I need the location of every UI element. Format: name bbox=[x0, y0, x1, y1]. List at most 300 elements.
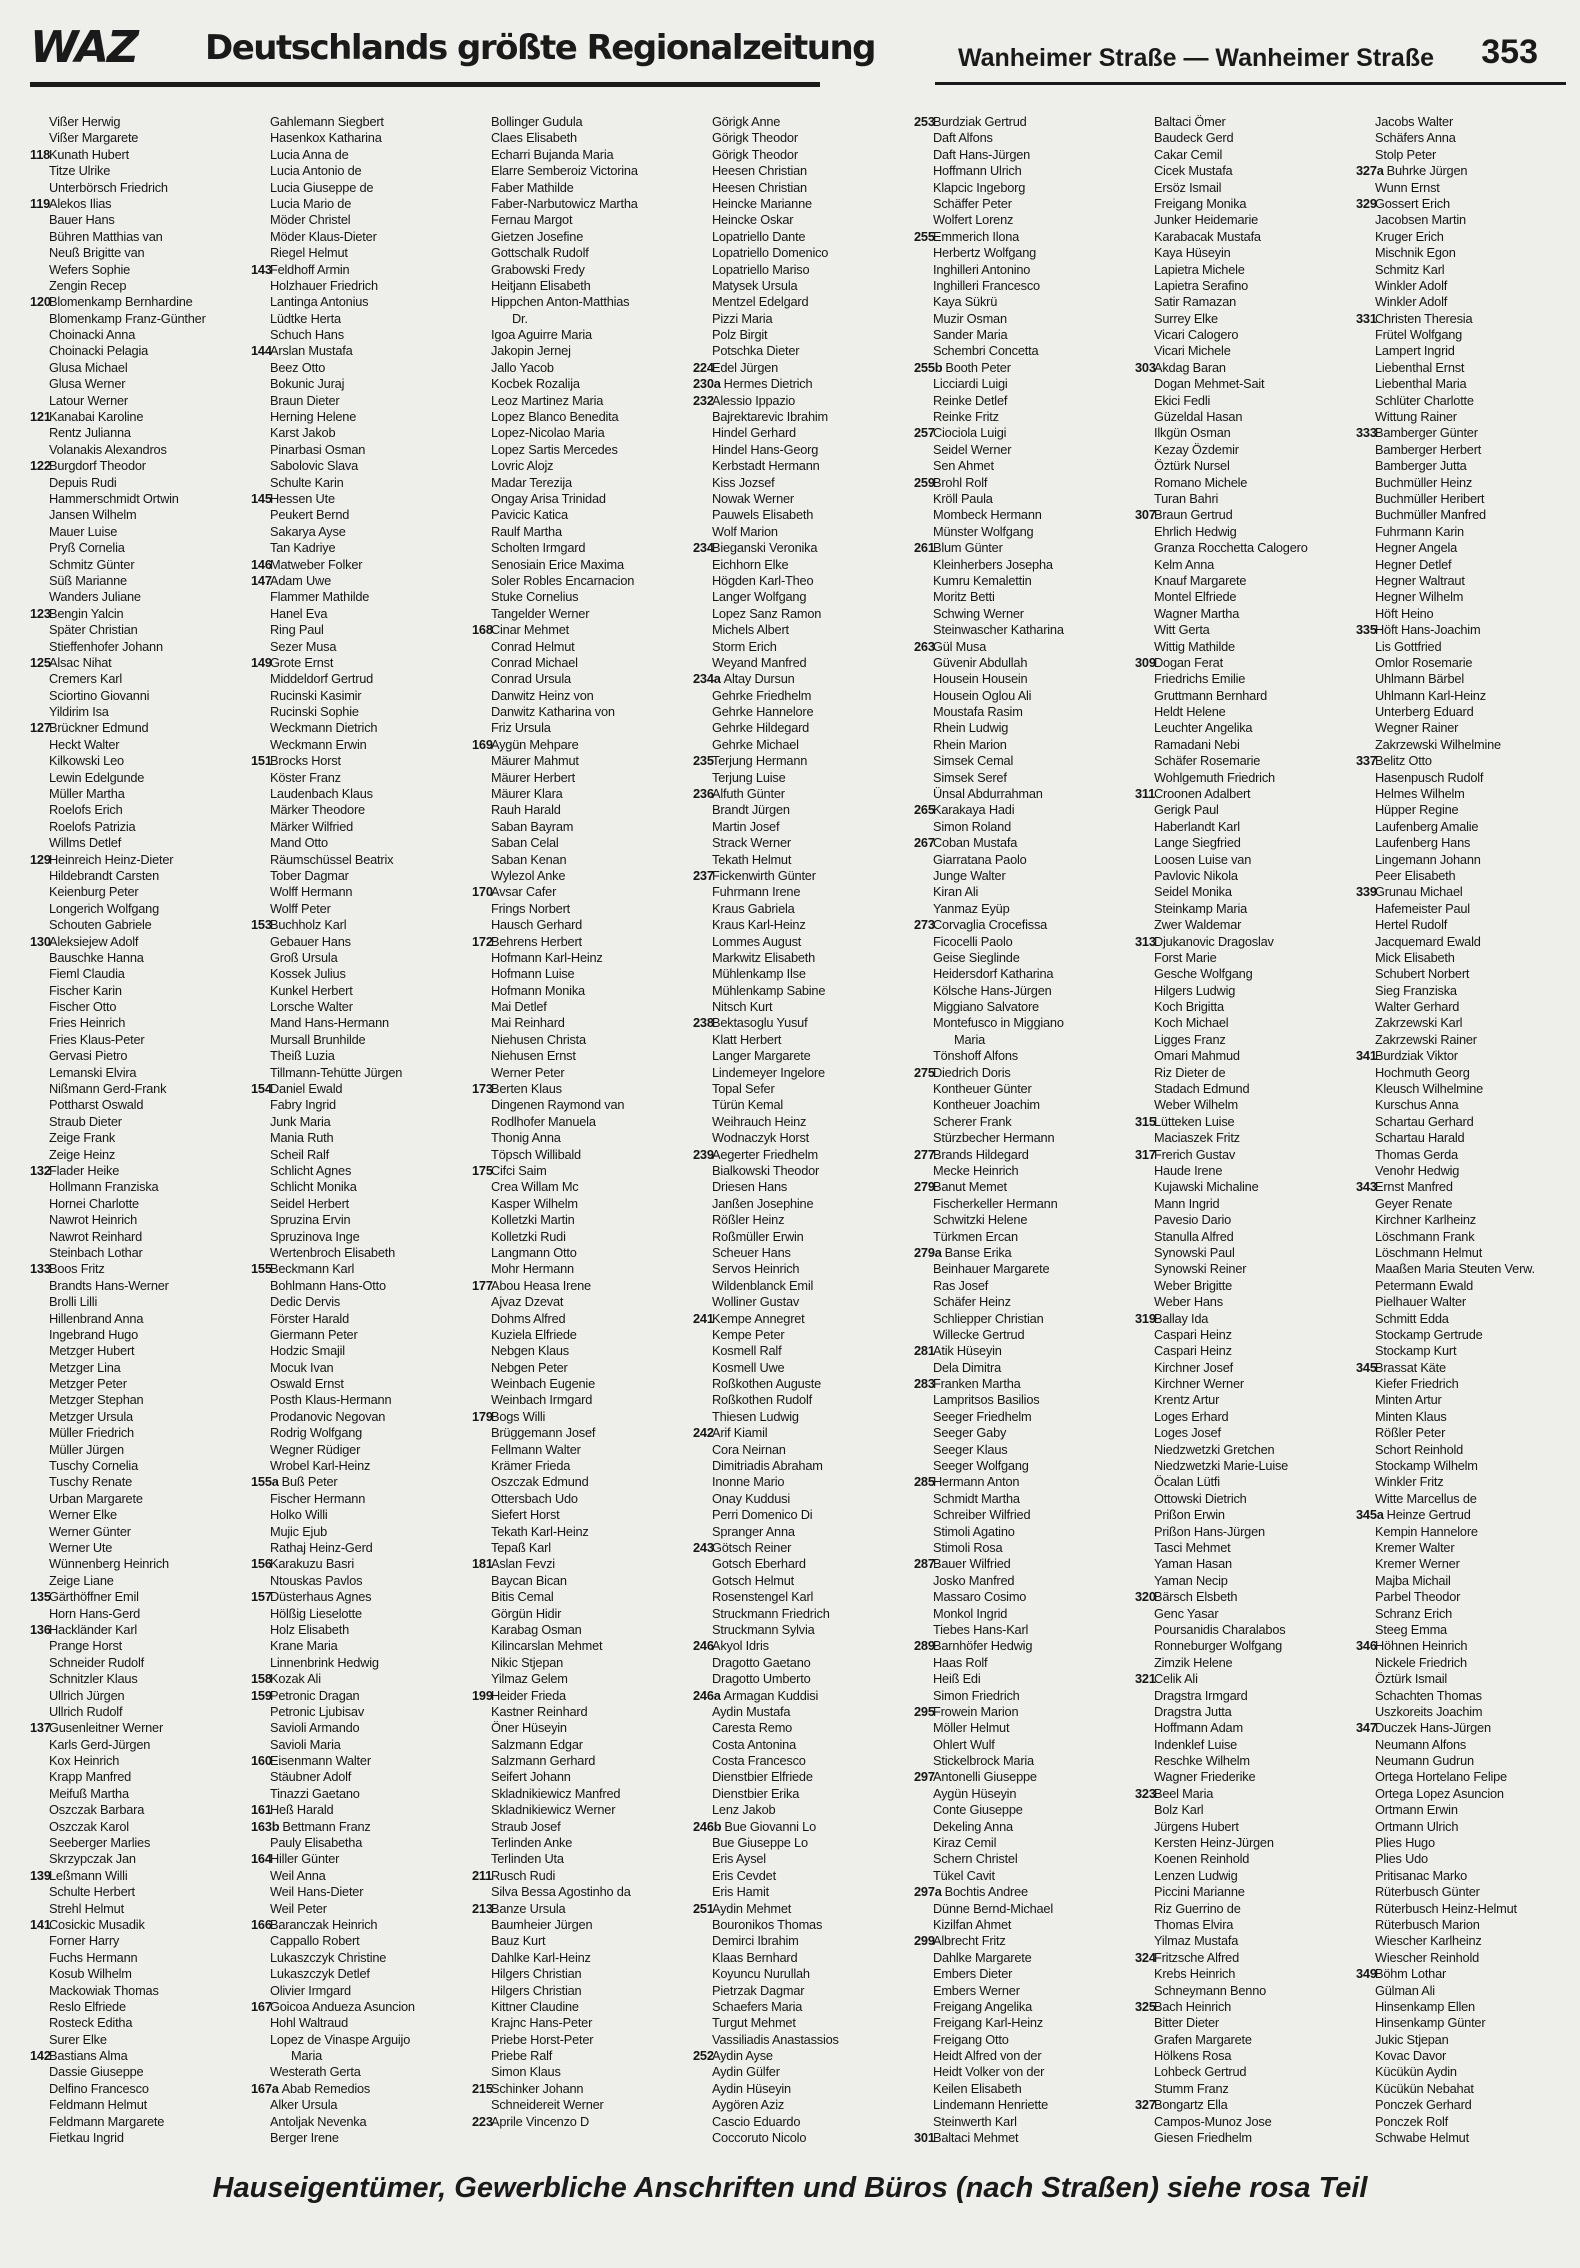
directory-entry bbox=[30, 229, 248, 245]
resident-name: Feldhoff Armin bbox=[270, 261, 350, 277]
resident-name: Haude Irene bbox=[1154, 1163, 1223, 1178]
directory-entry bbox=[30, 1097, 248, 1113]
resident-name: Steinwerth Karl bbox=[933, 2113, 1017, 2129]
resident-name: Simon Klaus bbox=[491, 2064, 561, 2080]
directory-entry bbox=[914, 1491, 1132, 1507]
directory-entry bbox=[693, 491, 911, 507]
directory-entry bbox=[693, 1048, 911, 1064]
directory-entry bbox=[251, 1032, 469, 1048]
directory-entry bbox=[251, 1851, 469, 1867]
resident-name: Kilkowski Leo bbox=[49, 753, 124, 769]
resident-name: Kirchner Werner bbox=[1154, 1376, 1244, 1392]
resident-name: Brands Hildegard bbox=[933, 1146, 1029, 1162]
directory-entry bbox=[472, 704, 690, 720]
house-number: 119 bbox=[30, 195, 51, 211]
resident-name: Tiebes Hans-Karl bbox=[933, 1621, 1029, 1637]
resident-name: Albrecht Fritz bbox=[933, 1933, 1006, 1949]
directory-entry bbox=[472, 802, 690, 818]
directory-entry bbox=[693, 2097, 911, 2113]
directory-entry bbox=[30, 147, 248, 163]
directory-entry bbox=[1356, 1229, 1574, 1245]
resident-name: Geyer Renate bbox=[1375, 1195, 1453, 1211]
directory-entry bbox=[1356, 1688, 1574, 1704]
resident-name: Niedzwetzki Gretchen bbox=[1154, 1441, 1275, 1457]
resident-name: Weber Brigitte bbox=[1154, 1277, 1233, 1293]
resident-name: Schneymann Benno bbox=[1154, 1982, 1267, 1998]
directory-entry bbox=[1135, 1917, 1353, 1933]
directory-entry bbox=[30, 1081, 248, 1097]
directory-entry bbox=[1135, 343, 1353, 359]
directory-entry bbox=[1356, 1015, 1574, 1031]
resident-name: Nitsch Kurt bbox=[712, 999, 773, 1015]
resident-name: Armagan Kuddisi bbox=[723, 1687, 819, 1703]
directory-entry bbox=[693, 606, 911, 622]
directory-entry bbox=[1135, 212, 1353, 228]
house-number: 168 bbox=[472, 622, 493, 638]
resident-name: Spranger Anna bbox=[712, 1523, 795, 1539]
resident-name: Bach Heinrich bbox=[1154, 1998, 1232, 2014]
directory-entry bbox=[1135, 1851, 1353, 1867]
resident-name: Maaßen Maria Steuten Verw. bbox=[1375, 1261, 1535, 1277]
resident-name: Kossek Julius bbox=[270, 966, 346, 982]
resident-name: Indenklef Luise bbox=[1154, 1736, 1238, 1752]
resident-name: Gahlemann Siegbert bbox=[270, 114, 384, 129]
directory-entry bbox=[30, 1802, 248, 1818]
directory-entry bbox=[1135, 180, 1353, 196]
resident-name: Freigang Otto bbox=[933, 2031, 1009, 2047]
directory-entry bbox=[914, 1294, 1132, 1310]
resident-name: Weihrauch Heinz bbox=[712, 1113, 807, 1129]
directory-entry bbox=[1135, 770, 1353, 786]
resident-name: Kuziela Elfriede bbox=[491, 1326, 577, 1342]
directory-entry bbox=[1135, 327, 1353, 343]
directory-entry bbox=[251, 1638, 469, 1654]
directory-entry bbox=[472, 1802, 690, 1818]
resident-name: Danwitz Katharina von bbox=[491, 704, 615, 720]
directory-entry bbox=[693, 294, 911, 310]
resident-name: Cosickic Musadik bbox=[49, 1916, 145, 1932]
directory-entry bbox=[693, 1261, 911, 1277]
resident-name: Stanulla Alfred bbox=[1154, 1228, 1234, 1244]
resident-name: Nawrot Heinrich bbox=[49, 1212, 138, 1228]
resident-name: Cascio Eduardo bbox=[712, 2113, 801, 2129]
resident-name: Mackowiak Thomas bbox=[49, 1982, 159, 1998]
directory-entry bbox=[914, 934, 1132, 950]
directory-entry bbox=[1135, 639, 1353, 655]
directory-entry bbox=[472, 1606, 690, 1622]
resident-name: Seeger Friedhelm bbox=[933, 1408, 1032, 1424]
resident-name: Behrens Herbert bbox=[491, 933, 582, 949]
resident-name: Lucia Anna de bbox=[270, 146, 349, 162]
resident-name: Gehrke Hannelore bbox=[712, 704, 814, 720]
directory-entry bbox=[693, 999, 911, 1015]
directory-entry bbox=[251, 343, 469, 359]
directory-entry bbox=[472, 2048, 690, 2064]
directory-entry bbox=[914, 278, 1132, 294]
resident-name: Wittig Mathilde bbox=[1154, 638, 1235, 654]
resident-name: Seeger Wolfgang bbox=[933, 1458, 1029, 1474]
directory-entry bbox=[914, 835, 1132, 851]
resident-name: Fischer Karin bbox=[49, 982, 122, 998]
directory-entry bbox=[693, 2032, 911, 2048]
resident-name: Simon Roland bbox=[933, 818, 1011, 834]
resident-name: Coban Mustafa bbox=[933, 835, 1018, 851]
house-number: 224 bbox=[693, 359, 714, 375]
directory-entry bbox=[30, 475, 248, 491]
resident-name: Mann Ingrid bbox=[1154, 1195, 1220, 1211]
directory-entry bbox=[1356, 720, 1574, 736]
directory-entry bbox=[472, 1196, 690, 1212]
resident-name: Licciardi Luigi bbox=[933, 376, 1008, 392]
directory-entry bbox=[914, 294, 1132, 310]
resident-name: Depuis Rudi bbox=[49, 474, 117, 490]
resident-name: Claes Elisabeth bbox=[491, 130, 577, 146]
directory-entry bbox=[30, 1622, 248, 1638]
directory-entry bbox=[1356, 1130, 1574, 1146]
directory-entry bbox=[1356, 196, 1574, 212]
directory-entry bbox=[251, 180, 469, 196]
resident-name: Hillenbrand Anna bbox=[49, 1310, 144, 1326]
resident-name: Mujic Ejub bbox=[270, 1523, 328, 1539]
resident-name: Antoljak Nevenka bbox=[270, 2113, 367, 2129]
resident-name: Buß Peter bbox=[281, 1474, 338, 1490]
directory-entry bbox=[1356, 557, 1574, 573]
directory-entry bbox=[693, 540, 911, 556]
directory-entry bbox=[1135, 573, 1353, 589]
directory-entry bbox=[1135, 1245, 1353, 1261]
directory-entry bbox=[1135, 425, 1353, 441]
directory-entry bbox=[1356, 639, 1574, 655]
directory-entry bbox=[30, 1311, 248, 1327]
directory-entry bbox=[1135, 1032, 1353, 1048]
resident-name: Heidt Volker von der bbox=[933, 2064, 1045, 2080]
directory-entry bbox=[1356, 343, 1574, 359]
resident-name: Mentzel Edelgard bbox=[712, 294, 809, 310]
resident-name: Goicoa Andueza Asuncion bbox=[270, 1998, 415, 2014]
resident-name: Bettmann Franz bbox=[282, 1818, 371, 1834]
resident-name: Kastner Reinhard bbox=[491, 1703, 588, 1719]
directory-entry bbox=[472, 425, 690, 441]
resident-name: Fritzsche Alfred bbox=[1154, 1949, 1239, 1965]
resident-name: Lantinga Antonius bbox=[270, 294, 369, 310]
directory-entry bbox=[251, 376, 469, 392]
resident-name: Stickelbrock Maria bbox=[933, 1753, 1034, 1769]
resident-name: Pryß Cornelia bbox=[49, 540, 125, 556]
resident-name: Walter Gerhard bbox=[1375, 999, 1460, 1015]
directory-entry bbox=[693, 376, 911, 392]
resident-name: Oszczak Barbara bbox=[49, 1802, 145, 1818]
directory-entry bbox=[914, 589, 1132, 605]
directory-entry bbox=[914, 1802, 1132, 1818]
directory-entry bbox=[1135, 2130, 1353, 2146]
directory-entry bbox=[914, 196, 1132, 212]
directory-entry bbox=[30, 1540, 248, 1556]
directory-entry bbox=[1356, 1376, 1574, 1392]
directory-entry bbox=[251, 458, 469, 474]
directory-entry bbox=[251, 1474, 469, 1490]
resident-name: Dimitriadis Abraham bbox=[712, 1458, 823, 1474]
resident-name: Schneidereit Werner bbox=[491, 2097, 604, 2113]
directory-entry bbox=[251, 1392, 469, 1408]
resident-name: Ortega Hortelano Felipe bbox=[1375, 1769, 1507, 1785]
directory-entry bbox=[914, 1688, 1132, 1704]
house-number: 261 bbox=[914, 540, 935, 556]
resident-name: Dassie Giuseppe bbox=[49, 2064, 144, 2080]
resident-name: Werner Günter bbox=[49, 1523, 131, 1539]
directory-entry bbox=[914, 343, 1132, 359]
directory-entry bbox=[30, 2015, 248, 2031]
resident-name: Laudenbach Klaus bbox=[270, 786, 373, 802]
directory-entry bbox=[1356, 1983, 1574, 1999]
resident-name: Hoffmann Ulrich bbox=[933, 163, 1022, 179]
resident-name: Petronic Dragan bbox=[270, 1687, 360, 1703]
directory-entry bbox=[1135, 1491, 1353, 1507]
directory-entry bbox=[1135, 360, 1353, 376]
resident-name: Christen Theresia bbox=[1375, 310, 1473, 326]
newspaper-tagline: Deutschlands größte Regionalzeitung bbox=[205, 28, 876, 68]
resident-name: Schembri Concetta bbox=[933, 343, 1039, 359]
resident-name: Burdziak Viktor bbox=[1375, 1048, 1458, 1064]
directory-entry bbox=[914, 2048, 1132, 2064]
resident-name: Karls Gerd-Jürgen bbox=[49, 1736, 151, 1752]
directory-entry bbox=[251, 557, 469, 573]
directory-entry bbox=[472, 1917, 690, 1933]
directory-entry bbox=[914, 966, 1132, 982]
resident-name: Synowski Reiner bbox=[1154, 1261, 1247, 1277]
resident-name: Lange Siegfried bbox=[1154, 835, 1241, 851]
directory-entry bbox=[30, 1573, 248, 1589]
resident-name: Kleinherbers Josepha bbox=[933, 556, 1053, 572]
directory-entry bbox=[1356, 1163, 1574, 1179]
directory-entry bbox=[472, 753, 690, 769]
directory-entry bbox=[1356, 1458, 1574, 1474]
resident-name: Siefert Horst bbox=[491, 1507, 560, 1523]
directory-entry bbox=[914, 2081, 1132, 2097]
resident-name: Heinreich Heinz-Dieter bbox=[49, 851, 174, 867]
house-number: 166 bbox=[251, 1916, 272, 1932]
directory-entry bbox=[914, 688, 1132, 704]
directory-entry bbox=[251, 589, 469, 605]
house-number: 156 bbox=[251, 1556, 272, 1572]
directory-entry bbox=[251, 1081, 469, 1097]
house-number: 315 bbox=[1135, 1113, 1156, 1129]
directory-entry bbox=[693, 1130, 911, 1146]
directory-entry bbox=[1135, 1343, 1353, 1359]
house-number: 211 bbox=[472, 1867, 493, 1883]
resident-name: Heinze Gertrud bbox=[1386, 1507, 1471, 1523]
resident-name: Wittung Rainer bbox=[1375, 409, 1457, 425]
resident-name: Baudeck Gerd bbox=[1154, 130, 1234, 146]
directory-entry bbox=[30, 311, 248, 327]
resident-name: Schaefers Maria bbox=[712, 1998, 803, 2014]
directory-entry bbox=[1356, 245, 1574, 261]
house-number: 275 bbox=[914, 1064, 935, 1080]
resident-name: Niedzwetzki Marie-Luise bbox=[1154, 1458, 1289, 1474]
directory-entry bbox=[251, 852, 469, 868]
resident-name: Wolfert Lorenz bbox=[933, 212, 1014, 228]
resident-name: Campos-Munoz Jose bbox=[1154, 2113, 1272, 2129]
directory-entry bbox=[1356, 884, 1574, 900]
directory-entry bbox=[472, 475, 690, 491]
resident-name: Steinwascher Katharina bbox=[933, 622, 1064, 638]
directory-entry bbox=[251, 1589, 469, 1605]
house-number: 167a bbox=[251, 2080, 279, 2096]
resident-name: Straub Dieter bbox=[49, 1113, 122, 1129]
resident-name: Stumm Franz bbox=[1154, 2080, 1229, 2096]
resident-name: Hegner Angela bbox=[1375, 540, 1458, 556]
directory-entry bbox=[472, 1901, 690, 1917]
resident-name: Wolff Peter bbox=[270, 900, 331, 916]
directory-entry bbox=[1356, 294, 1574, 310]
directory-entry bbox=[30, 1671, 248, 1687]
directory-entry bbox=[472, 1999, 690, 2015]
directory-entry bbox=[1356, 442, 1574, 458]
resident-name: Flader Heike bbox=[49, 1163, 120, 1178]
resident-name: Pizzi Maria bbox=[712, 310, 773, 326]
resident-name: Bitter Dieter bbox=[1154, 2015, 1219, 2031]
directory-entry bbox=[472, 1769, 690, 1785]
resident-name: Scheuer Hans bbox=[712, 1244, 791, 1260]
resident-name: Bialkowski Theodor bbox=[712, 1163, 820, 1178]
directory-entry bbox=[472, 1048, 690, 1064]
directory-entry bbox=[693, 229, 911, 245]
resident-name: Stimoli Rosa bbox=[933, 1539, 1003, 1555]
directory-entry bbox=[30, 1851, 248, 1867]
resident-name: Kiss Jozsef bbox=[712, 474, 775, 490]
directory-entry bbox=[472, 1442, 690, 1458]
resident-name: Bauschke Hanna bbox=[49, 949, 144, 965]
directory-entry bbox=[251, 688, 469, 704]
resident-name: Neumann Alfons bbox=[1375, 1736, 1467, 1752]
resident-name: Kersten Heinz-Jürgen bbox=[1154, 1835, 1274, 1851]
resident-name: Kempe Peter bbox=[712, 1326, 785, 1342]
resident-name: Ullrich Jürgen bbox=[49, 1687, 125, 1703]
resident-name: Nowak Werner bbox=[712, 490, 794, 506]
directory-entry bbox=[30, 1769, 248, 1785]
resident-name: Hofmann Karl-Heinz bbox=[491, 949, 603, 965]
directory-entry bbox=[1135, 442, 1353, 458]
resident-name: Heidersdorf Katharina bbox=[933, 966, 1054, 982]
resident-name: Hochmuth Georg bbox=[1375, 1064, 1470, 1080]
directory-entry bbox=[914, 540, 1132, 556]
directory-entry bbox=[1356, 360, 1574, 376]
directory-entry bbox=[693, 901, 911, 917]
directory-entry bbox=[251, 1999, 469, 2015]
directory-entry bbox=[914, 1606, 1132, 1622]
directory-entry bbox=[914, 1147, 1132, 1163]
resident-name: Schort Reinhold bbox=[1375, 1441, 1464, 1457]
directory-entry bbox=[1135, 294, 1353, 310]
resident-name: Langer Margarete bbox=[712, 1048, 811, 1064]
directory-entry bbox=[914, 1671, 1132, 1687]
directory-entry bbox=[472, 2015, 690, 2031]
resident-name: Güvenir Abdullah bbox=[933, 654, 1028, 670]
resident-name: Hermann Anton bbox=[933, 1474, 1020, 1490]
house-number: 320 bbox=[1135, 1589, 1156, 1605]
directory-entry bbox=[251, 1983, 469, 1999]
resident-name: Horn Hans-Gerd bbox=[49, 1605, 141, 1621]
directory-entry bbox=[693, 2015, 911, 2031]
resident-name: Heiß Edi bbox=[933, 1671, 981, 1687]
directory-entry bbox=[1135, 1458, 1353, 1474]
resident-name: Reinke Fritz bbox=[933, 409, 999, 425]
directory-entry bbox=[693, 1212, 911, 1228]
house-number: 279a bbox=[914, 1244, 942, 1260]
directory-entry bbox=[472, 1179, 690, 1195]
directory-entry bbox=[1135, 409, 1353, 425]
resident-name: Posth Klaus-Hermann bbox=[270, 1392, 392, 1408]
resident-name: Bauer Wilfried bbox=[933, 1556, 1011, 1572]
directory-entry bbox=[693, 1327, 911, 1343]
directory-entry bbox=[1135, 196, 1353, 212]
resident-name: Brandt Jürgen bbox=[712, 802, 790, 818]
resident-name: Müller Martha bbox=[49, 786, 125, 802]
directory-entry bbox=[693, 934, 911, 950]
directory-entry bbox=[30, 1294, 248, 1310]
house-number: 289 bbox=[914, 1638, 935, 1654]
resident-name: Leuchter Angelika bbox=[1154, 720, 1253, 736]
directory-entry bbox=[1135, 1540, 1353, 1556]
directory-entry bbox=[1135, 950, 1353, 966]
directory-entry bbox=[472, 147, 690, 163]
directory-entry bbox=[693, 1655, 911, 1671]
resident-name: Piccini Marianne bbox=[1154, 1884, 1245, 1900]
directory-entry bbox=[1135, 1311, 1353, 1327]
directory-entry bbox=[1356, 130, 1574, 146]
directory-entry bbox=[30, 1901, 248, 1917]
resident-name: Münster Wolfgang bbox=[933, 523, 1034, 539]
house-number: 237 bbox=[693, 867, 714, 883]
resident-name: Beinhauer Margarete bbox=[933, 1261, 1050, 1277]
resident-name: Maria bbox=[954, 1031, 985, 1047]
resident-name: Djukanovic Dragoslav bbox=[1154, 933, 1274, 949]
resident-name: Linnenbrink Hedwig bbox=[270, 1654, 379, 1670]
resident-name: Middeldorf Gertrud bbox=[270, 671, 374, 687]
directory-entry bbox=[30, 1130, 248, 1146]
resident-name: Fernau Margot bbox=[491, 212, 573, 228]
resident-name: Werner Elke bbox=[49, 1507, 117, 1523]
directory-entry bbox=[251, 966, 469, 982]
directory-entry bbox=[251, 2114, 469, 2130]
resident-name: Lohbeck Gertrud bbox=[1154, 2064, 1247, 2080]
resident-name: Dienstbier Elfriede bbox=[712, 1769, 813, 1785]
resident-name: Rhein Ludwig bbox=[933, 720, 1009, 736]
resident-name: Caresta Remo bbox=[712, 1720, 793, 1736]
house-number: 147 bbox=[251, 572, 272, 588]
resident-name: Bieganski Veronika bbox=[712, 540, 818, 556]
resident-name: Antonelli Giuseppe bbox=[933, 1769, 1037, 1785]
directory-entry bbox=[251, 1901, 469, 1917]
resident-name: Fischer Otto bbox=[49, 999, 117, 1015]
directory-entry bbox=[30, 1655, 248, 1671]
house-number: 235 bbox=[693, 753, 714, 769]
directory-entry bbox=[914, 1163, 1132, 1179]
directory-entry bbox=[914, 2032, 1132, 2048]
directory-entry bbox=[251, 2015, 469, 2031]
directory-entry bbox=[30, 1360, 248, 1376]
house-number: 155a bbox=[251, 1474, 279, 1490]
resident-name: Westerath Gerta bbox=[270, 2064, 361, 2080]
resident-name: Alfuth Günter bbox=[712, 786, 785, 802]
resident-name: Dogan Ferat bbox=[1154, 654, 1223, 670]
directory-entry bbox=[30, 1524, 248, 1540]
directory-entry bbox=[1135, 1589, 1353, 1605]
directory-entry bbox=[30, 688, 248, 704]
resident-name: Savioli Armando bbox=[270, 1720, 360, 1736]
directory-entry bbox=[693, 1819, 911, 1835]
directory-entry bbox=[30, 2048, 248, 2064]
directory-entry bbox=[1356, 1720, 1574, 1736]
